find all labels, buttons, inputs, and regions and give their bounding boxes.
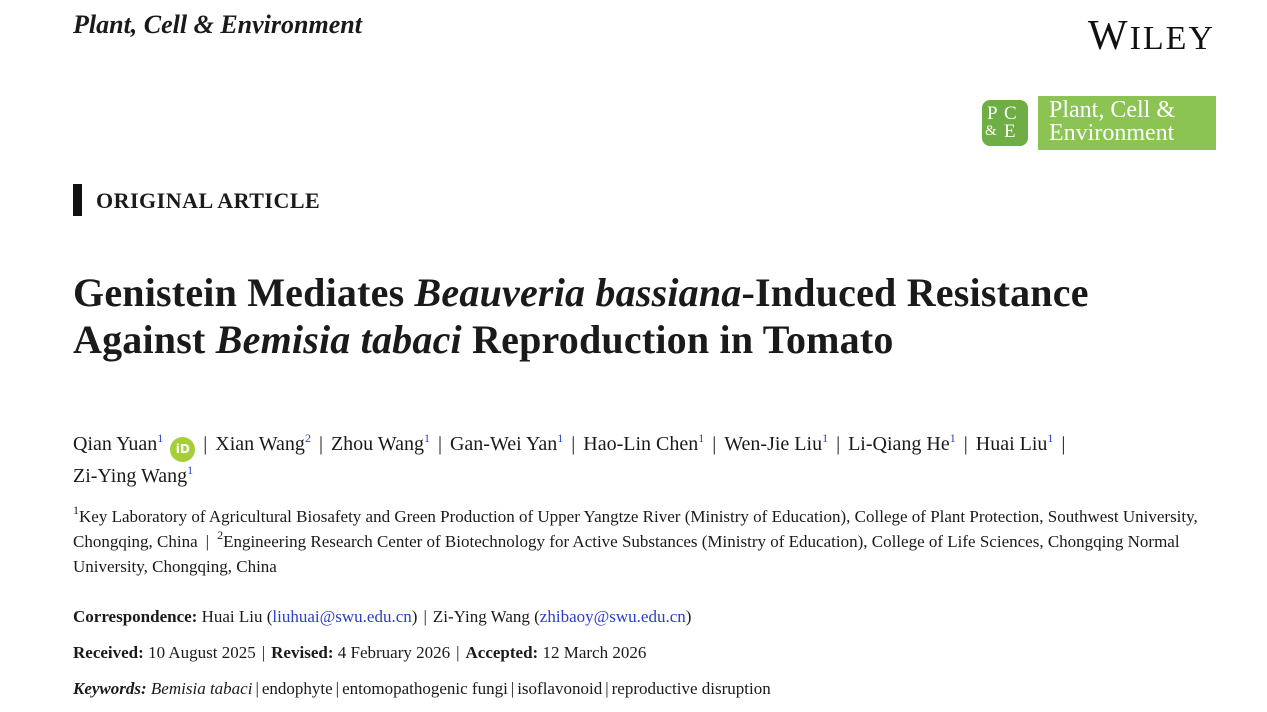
affiliation-text: Key Laboratory of Agricultural Biosafety and Green Production of Upper Yangtze River (Ministry of Education), College of Plant Protection, Southwest University, Chongqing, China (73, 507, 1198, 551)
dates-line (73, 642, 646, 664)
orcid-icon[interactable]: iD (170, 437, 195, 462)
affiliation-ref[interactable]: 1 (423, 431, 430, 445)
author-name[interactable]: Zi-Ying Wang (73, 465, 188, 487)
title-species-name: Bemisia tabaci (215, 317, 462, 362)
journal-name: Plant, Cell & Environment (73, 10, 362, 39)
affiliation-ref[interactable]: 1 (949, 431, 956, 445)
received-label: Received: (73, 643, 144, 662)
pce-monogram-letter: & (985, 123, 997, 139)
wiley-logo-initial: W (1087, 13, 1130, 59)
pce-monogram-letter: C (1004, 103, 1017, 124)
author-separator: | (203, 433, 208, 455)
pce-monogram-letter: P (987, 103, 998, 124)
author-separator: | (437, 433, 442, 455)
affiliation-ref[interactable]: 1 (1047, 431, 1054, 445)
keywords-label: Keywords: (73, 679, 147, 698)
author-name[interactable]: Xian Wang (215, 433, 305, 455)
title-text: Genistein Mediates (73, 270, 415, 315)
accepted-date: 12 March 2026 (542, 643, 647, 662)
affiliation-text: Engineering Research Center of Biotechnology for Active Substances (Ministry of Education), College of Life Sciences, Chongqing Normal University, Chongqing, China (73, 532, 1180, 576)
author-separator: | (963, 433, 968, 455)
keyword: entomopathogenic fungi (342, 679, 508, 698)
author-separator: | (318, 433, 323, 455)
affiliation-ref[interactable]: 1 (822, 431, 829, 445)
affiliations (73, 504, 1203, 579)
journal-logo-line1: Plant, Cell & (1049, 97, 1175, 123)
title-text: Reproduction in Tomato (461, 317, 894, 362)
keyword-separator: | (510, 679, 515, 698)
affiliation-ref[interactable]: 1 (557, 431, 564, 445)
correspondence-separator: | (423, 607, 427, 626)
affiliation-ref[interactable]: 1 (157, 431, 164, 445)
author-name[interactable]: Qian Yuan (73, 433, 158, 455)
author-separator: | (571, 433, 576, 455)
keyword-separator: | (335, 679, 340, 698)
email-link[interactable]: liuhuai@swu.edu.cn (272, 607, 412, 626)
email-link[interactable]: zhibaoy@swu.edu.cn (539, 607, 686, 626)
article-type-label: ORIGINAL ARTICLE (73, 184, 320, 216)
journal-logo (982, 96, 1216, 150)
keyword-separator: | (605, 679, 609, 698)
affiliation-number: 2 (217, 528, 224, 542)
author-name[interactable]: Li-Qiang He (848, 433, 950, 455)
revised-date: 4 February 2026 (337, 643, 451, 662)
pce-monogram-icon (982, 100, 1028, 146)
affiliation-ref[interactable]: 2 (304, 431, 311, 445)
received-date: 10 August 2025 (148, 643, 256, 662)
author-name[interactable]: Zhou Wang (330, 433, 424, 455)
dates-separator: | (456, 643, 460, 662)
keyword: isoflavonoid (517, 679, 603, 698)
dates-separator: | (261, 643, 266, 662)
affiliation-ref[interactable]: 1 (187, 463, 194, 477)
article-title (73, 269, 1203, 363)
journal-logo-line2: Environment (1049, 120, 1175, 146)
author-name[interactable]: Wen-Jie Liu (724, 433, 823, 455)
accepted-label: Accepted: (465, 643, 539, 662)
journal-logo-wordmark (1038, 96, 1216, 150)
wiley-logo-rest: ILEY (1129, 20, 1215, 57)
author-list (73, 430, 1213, 490)
title-species-name: Beauveria bassiana (414, 270, 742, 315)
affiliation-ref[interactable]: 1 (698, 431, 705, 445)
revised-label: Revised: (271, 643, 334, 662)
keyword: reproductive disruption (611, 679, 771, 698)
keyword: endophyte (261, 679, 333, 698)
author-separator: | (836, 433, 841, 455)
pce-monogram-letter: E (1004, 121, 1016, 142)
title-text: -Induced Resistance Against (73, 270, 1089, 362)
correspondence-person: Huai Liu (201, 607, 263, 626)
author-name[interactable]: Hao-Lin Chen (583, 433, 699, 455)
author-name[interactable]: Huai Liu (975, 433, 1048, 455)
affiliation-number: 1 (73, 503, 79, 517)
keyword-separator: | (255, 679, 259, 698)
author-name[interactable]: Gan-Wei Yan (449, 433, 558, 455)
author-separator: | (1061, 433, 1066, 455)
correspondence-person: Zi-Ying Wang (432, 607, 530, 626)
correspondence-label: Correspondence: (73, 607, 198, 626)
keywords-line (73, 678, 771, 700)
author-separator: | (712, 433, 717, 455)
keyword: Bemisia tabaci (150, 679, 253, 698)
affiliation-separator: | (205, 532, 210, 551)
correspondence-line: Correspondence: Huai Liu (liuhuai@swu.edu.cn) | Zi-Ying Wang (zhibaoy@swu.edu.cn) (73, 607, 692, 626)
wiley-logo (1088, 12, 1215, 60)
